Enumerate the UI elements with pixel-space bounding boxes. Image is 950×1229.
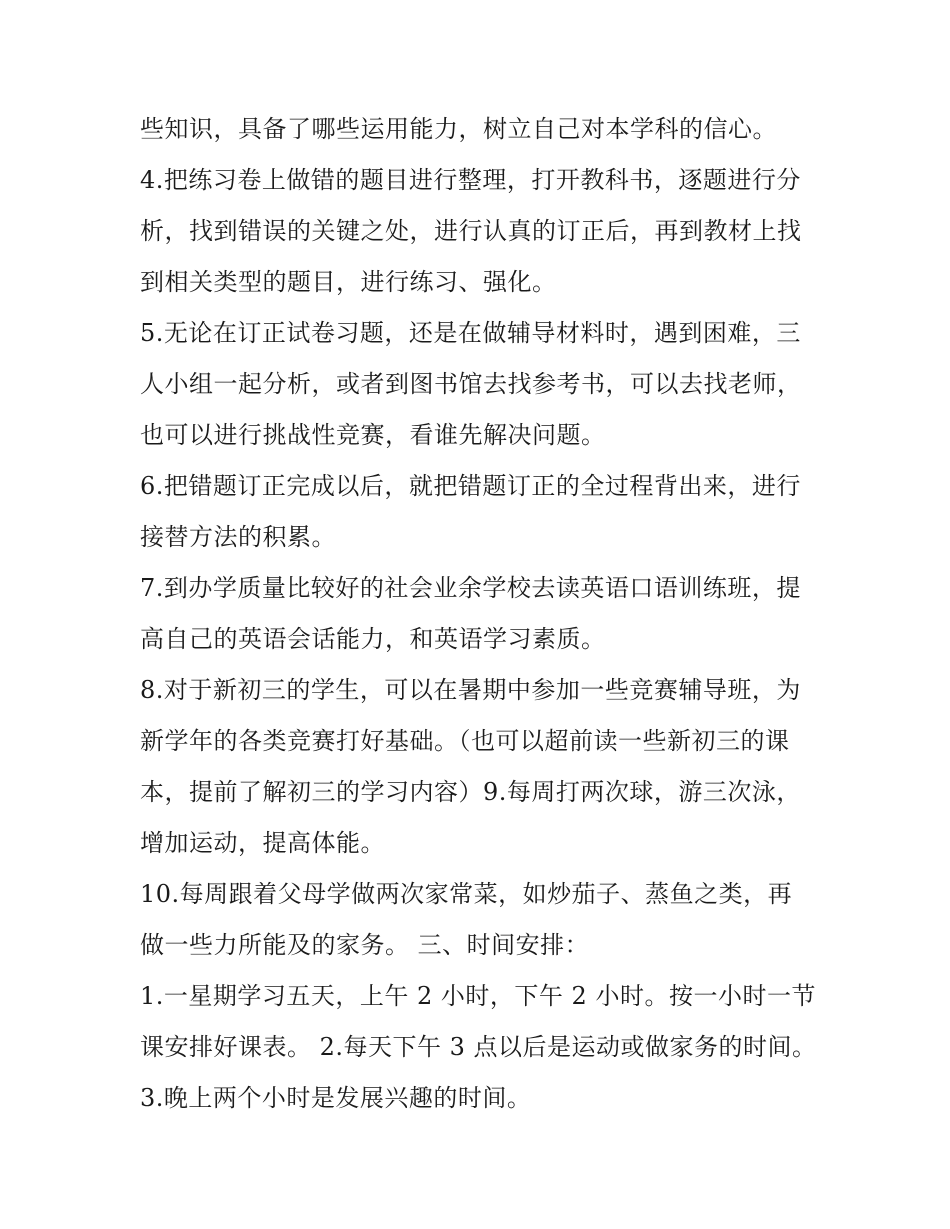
text-line: 人小组一起分析，或者到图书馆去找参考书，可以去找老师， bbox=[140, 370, 802, 398]
document-body bbox=[140, 104, 820, 1124]
text-line: 增加运动，提高体能。 bbox=[140, 829, 385, 857]
text-line: 8.对于新初三的学生，可以在暑期中参加一些竞赛辅导班，为 bbox=[140, 676, 801, 704]
text-line: 析，找到错误的关键之处，进行认真的订正后，再到教材上找 bbox=[140, 217, 802, 245]
text-line: 4.把练习卷上做错的题目进行整理，打开教科书，逐题进行分 bbox=[140, 166, 801, 194]
text-line: 高自己的英语会话能力，和英语学习素质。 bbox=[140, 625, 606, 653]
text-line: 也可以进行挑战性竞赛，看谁先解决问题。 bbox=[140, 421, 606, 449]
text-line: 本，提前了解初三的学习内容）9.每周打两次球，游三次泳， bbox=[140, 778, 801, 806]
text-line: 5.无论在订正试卷习题，还是在做辅导材料时，遇到困难，三 bbox=[140, 319, 801, 347]
text-line: 做一些力所能及的家务。 三、时间安排： bbox=[140, 931, 590, 959]
text-line: 些知识，具备了哪些运用能力，树立自己对本学科的信心。 bbox=[140, 115, 777, 143]
text-line: 到相关类型的题目，进行练习、强化。 bbox=[140, 268, 557, 296]
text-line: 新学年的各类竞赛打好基础。（也可以超前读一些新初三的课 bbox=[140, 727, 790, 755]
text-line: 7.到办学质量比较好的社会业余学校去读英语口语训练班，提 bbox=[140, 574, 801, 602]
text-line: 10.每周跟着父母学做两次家常菜，如炒茄子、蒸鱼之类，再 bbox=[140, 880, 793, 908]
text-line: 1.一星期学习五天，上午 2 小时，下午 2 小时。按一小时一节 bbox=[140, 982, 816, 1010]
text-line: 3.晚上两个小时是发展兴趣的时间。 bbox=[140, 1084, 532, 1112]
text-line: 接替方法的积累。 bbox=[140, 523, 336, 551]
text-line: 课安排好课表。 2.每天下午 3 点以后是运动或做家务的时间。 bbox=[140, 1033, 817, 1061]
text-line: 6.把错题订正完成以后，就把错题订正的全过程背出来，进行 bbox=[140, 472, 801, 500]
